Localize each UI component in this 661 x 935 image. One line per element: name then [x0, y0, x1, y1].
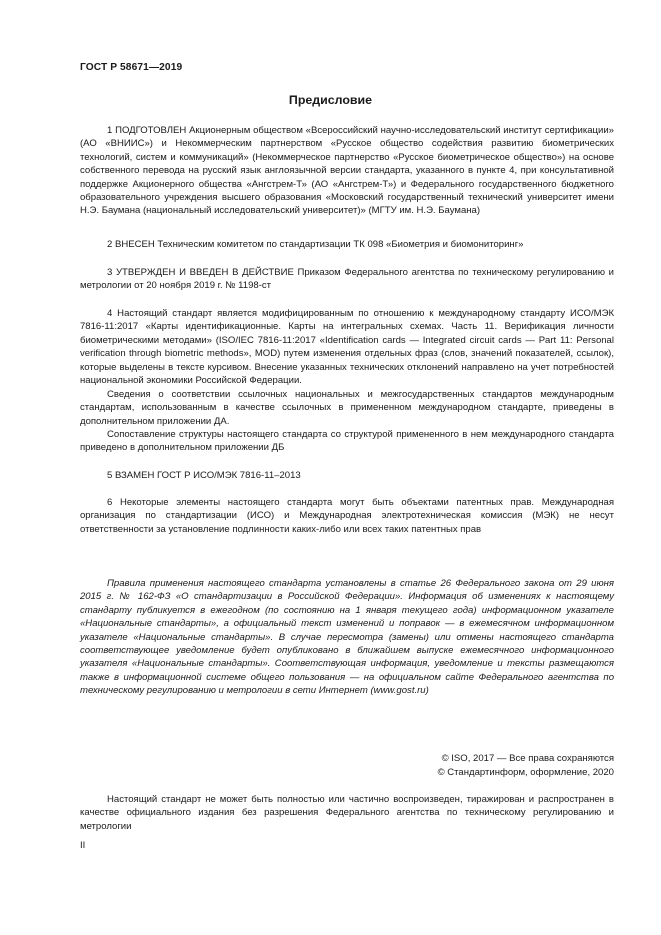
section-3-approved: 3 УТВЕРЖДЕН И ВВЕДЕН В ДЕЙСТВИЕ Приказом Федерального агентства по техническому регулированию и метрологии от 20 ноября 2019 г. № 1198-ст: [80, 267, 614, 292]
copyright-iso: © ISO, 2017 — Все права сохраняются: [441, 753, 614, 764]
copyright-standartinform: © Стандартинформ, оформление, 2020: [437, 767, 614, 778]
reproduction-notice: Настоящий стандарт не может быть полностью или частично воспроизведен, тиражирован и распространен в качестве официального издания без разрешения Федерального агентства по техническому регулированию и метрологии: [80, 794, 614, 832]
rules-notice: Правила применения настоящего стандарта установлены в статье 26 Федерального закона от 29 июня 2015 г. № 162-ФЗ «О стандартизации в Российской Федерации». Информация об изменениях к настоящему стандарту публикуется в ежегодном (по состоянию на 1 января текущего года) информационном указателе «Национальные стандарты», а официальный текст изменений и поправок — в ежемесячном информационном указателе «Национальные стандарты». В случае пересмотра (замены) или отмены настоящего стандарта соответствующее уведомление будет опубликовано в ближайшем выпуске ежемесячного информационного указателя «Национальные стандарты». Соответствующая информация, уведомление и тексты размещаются также в информационной системе общего пользования — на официальном сайте Федерального агентства по техническому регулированию и метрологии в сети Интернет (www.gost.ru): [80, 578, 614, 697]
page-title: Предисловие: [288, 93, 373, 107]
document-code: ГОСТ Р 58671—2019: [80, 62, 183, 73]
section-2-submitted: 2 ВНЕСЕН Техническим комитетом по стандартизации ТК 098 «Биометрия и биомониторинг»: [107, 239, 524, 250]
section-5-replaces: 5 ВЗАМЕН ГОСТ Р ИСО/МЭК 7816-11–2013: [107, 470, 301, 481]
section-6-patents: 6 Некоторые элементы настоящего стандарта могут быть объектами патентных прав. Международная организация по стандартизации (ИСО) и Международная электротехническая комиссия (МЭК) не несут ответственности за установление подлинности каких-либо или всех таких патентных прав: [80, 497, 614, 535]
page-number: II: [80, 840, 86, 851]
section-4-structure: Сопоставление структуры настоящего стандарта со структурой примененного в нем международного стандарта приведено в дополнительном приложении ДБ: [80, 429, 614, 454]
section-1-prepared: 1 ПОДГОТОВЛЕН Акционерным обществом «Всероссийский научно-исследовательский институт сертификации» (АО «ВНИИС») и Некоммерческим партнерством «Русское общество содействия развитию биометрических технологий, систем и коммуникаций» (Некоммерческое партнерство «Русское биометрическое общество») на основе собственного перевода на русский язык англоязычной версии стандарта, указанного в пункте 4, при консультативной поддержке Акционерного общества «Ангстрем-Т» (АО «Ангстрем-Т») и Федерального государственного бюджетного образовательного учреждения высшего образования «Московский государственный технический университет имени Н.Э. Баумана (национальный исследовательский университет)» (МГТУ им. Н.Э. Баумана): [80, 125, 614, 217]
section-4-modification: 4 Настоящий стандарт является модифицированным по отношению к международному стандарту ИСО/МЭК 7816-11:2017 «Карты идентификационные. Карты на интегральных схемах. Часть 11. Верификация личности биометрическими методами» (ISO/IEC 7816-11:2017 «Identification cards — Integrated circuit cards — Part 11: Personal verification through biometric methods», MOD) путем изменения отдельных фраз (слов, значений показателей, ссылок), которые выделены в тексте курсивом. Внесение указанных технических отклонений направлено на учет потребностей национальной экономики Российской Федерации.: [80, 308, 614, 387]
section-4-references: Сведения о соответствии ссылочных национальных и межгосударственных стандартов международным стандартам, использованным в качестве ссылочных в примененном международном стандарте, приведены в дополнительном приложении ДА.: [80, 389, 614, 427]
